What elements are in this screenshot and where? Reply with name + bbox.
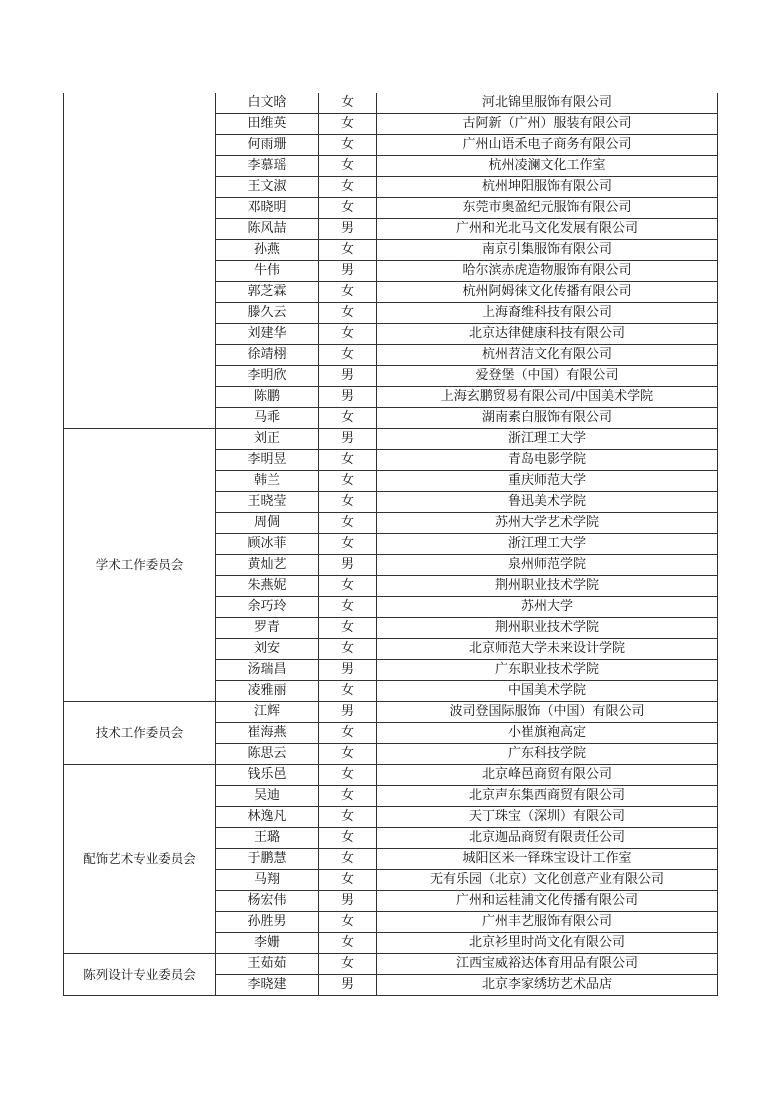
- member-org-cell: 北京李家绣坊艺术品店: [377, 975, 718, 996]
- member-org-cell: 天丁珠宝（深圳）有限公司: [377, 807, 718, 828]
- member-org-cell: 广州和光北马文化发展有限公司: [377, 219, 718, 240]
- member-name-cell: 何雨珊: [216, 135, 319, 156]
- member-name-cell: 钱乐邑: [216, 765, 319, 786]
- member-org-cell: 北京声东集西商贸有限公司: [377, 786, 718, 807]
- member-org-cell: 北京衫里时尚文化有限公司: [377, 933, 718, 954]
- member-org-cell: 北京峰邑商贸有限公司: [377, 765, 718, 786]
- member-name-cell: 邓晓明: [216, 198, 319, 219]
- committee-name-cell: 陈列设计专业委员会: [64, 954, 216, 996]
- member-gender-cell: 女: [319, 765, 377, 786]
- member-gender-cell: 女: [319, 744, 377, 765]
- member-org-cell: 中国美术学院: [377, 681, 718, 702]
- member-org-cell: 苏州大学: [377, 597, 718, 618]
- member-gender-cell: 女: [319, 954, 377, 975]
- member-org-cell: 湖南素白服饰有限公司: [377, 408, 718, 429]
- member-name-cell: 顾冰菲: [216, 534, 319, 555]
- member-name-cell: 陈风喆: [216, 219, 319, 240]
- member-row: [64, 765, 718, 786]
- member-name-cell: 罗青: [216, 618, 319, 639]
- member-name-cell: 周倜: [216, 513, 319, 534]
- member-gender-cell: 女: [319, 282, 377, 303]
- member-gender-cell: 女: [319, 471, 377, 492]
- member-org-cell: 哈尔滨赤虎造物服饰有限公司: [377, 261, 718, 282]
- member-gender-cell: 女: [319, 408, 377, 429]
- member-name-cell: 刘安: [216, 639, 319, 660]
- member-name-cell: 刘建华: [216, 324, 319, 345]
- member-name-cell: 李晓建: [216, 975, 319, 996]
- member-org-cell: 爱登堡（中国）有限公司: [377, 366, 718, 387]
- member-name-cell: 王晓莹: [216, 492, 319, 513]
- member-gender-cell: 男: [319, 429, 377, 450]
- member-org-cell: 河北锦里服饰有限公司: [377, 93, 718, 114]
- member-org-cell: 广东职业技术学院: [377, 660, 718, 681]
- roster-body: [64, 93, 718, 996]
- member-gender-cell: 男: [319, 366, 377, 387]
- member-name-cell: 朱燕妮: [216, 576, 319, 597]
- member-row: [64, 93, 718, 114]
- member-name-cell: 黄灿艺: [216, 555, 319, 576]
- member-org-cell: 青岛电影学院: [377, 450, 718, 471]
- member-gender-cell: 女: [319, 324, 377, 345]
- member-name-cell: 韩兰: [216, 471, 319, 492]
- member-name-cell: 李明昱: [216, 450, 319, 471]
- member-name-cell: 马乖: [216, 408, 319, 429]
- member-gender-cell: 女: [319, 198, 377, 219]
- member-name-cell: 汤瑞昌: [216, 660, 319, 681]
- member-gender-cell: 女: [319, 156, 377, 177]
- member-gender-cell: 女: [319, 240, 377, 261]
- member-gender-cell: 女: [319, 681, 377, 702]
- member-row: [64, 702, 718, 723]
- member-gender-cell: 女: [319, 912, 377, 933]
- member-org-cell: 杭州坤阳服饰有限公司: [377, 177, 718, 198]
- member-name-cell: 崔海燕: [216, 723, 319, 744]
- member-gender-cell: 女: [319, 576, 377, 597]
- member-name-cell: 林逸凡: [216, 807, 319, 828]
- committee-name-cell: 学术工作委员会: [64, 429, 216, 702]
- member-gender-cell: 男: [319, 261, 377, 282]
- member-name-cell: 王璐: [216, 828, 319, 849]
- member-org-cell: 浙江理工大学: [377, 534, 718, 555]
- member-org-cell: 重庆师范大学: [377, 471, 718, 492]
- member-org-cell: 鲁迅美术学院: [377, 492, 718, 513]
- member-gender-cell: 女: [319, 450, 377, 471]
- member-org-cell: 杭州阿姆徕文化传播有限公司: [377, 282, 718, 303]
- member-gender-cell: 女: [319, 618, 377, 639]
- member-name-cell: 吴迪: [216, 786, 319, 807]
- member-gender-cell: 女: [319, 492, 377, 513]
- member-org-cell: 上海玄鹏贸易有限公司/中国美术学院: [377, 387, 718, 408]
- member-org-cell: 荆州职业技术学院: [377, 618, 718, 639]
- member-name-cell: 李姗: [216, 933, 319, 954]
- member-gender-cell: 女: [319, 534, 377, 555]
- member-name-cell: 滕久云: [216, 303, 319, 324]
- member-name-cell: 江辉: [216, 702, 319, 723]
- member-gender-cell: 女: [319, 849, 377, 870]
- member-org-cell: 广州丰艺服饰有限公司: [377, 912, 718, 933]
- member-org-cell: 北京师范大学未来设计学院: [377, 639, 718, 660]
- member-gender-cell: 男: [319, 660, 377, 681]
- member-org-cell: 小崔旗袍高定: [377, 723, 718, 744]
- member-name-cell: 白文晗: [216, 93, 319, 114]
- member-name-cell: 凌雅丽: [216, 681, 319, 702]
- member-name-cell: 马翔: [216, 870, 319, 891]
- member-gender-cell: 男: [319, 975, 377, 996]
- member-name-cell: 刘正: [216, 429, 319, 450]
- member-org-cell: 荆州职业技术学院: [377, 576, 718, 597]
- member-name-cell: 余巧玲: [216, 597, 319, 618]
- member-gender-cell: 男: [319, 219, 377, 240]
- committee-name-cell: 配饰艺术专业委员会: [64, 765, 216, 954]
- member-org-cell: 苏州大学艺术学院: [377, 513, 718, 534]
- member-org-cell: 杭州苕洁文化有限公司: [377, 345, 718, 366]
- member-gender-cell: 女: [319, 135, 377, 156]
- member-gender-cell: 女: [319, 723, 377, 744]
- member-gender-cell: 女: [319, 345, 377, 366]
- member-gender-cell: 女: [319, 933, 377, 954]
- member-org-cell: 南京引集服饰有限公司: [377, 240, 718, 261]
- member-name-cell: 李慕瑶: [216, 156, 319, 177]
- committee-name-cell: 技术工作委员会: [64, 702, 216, 765]
- member-gender-cell: 女: [319, 303, 377, 324]
- member-org-cell: 浙江理工大学: [377, 429, 718, 450]
- member-name-cell: 王文淑: [216, 177, 319, 198]
- member-name-cell: 牛伟: [216, 261, 319, 282]
- member-gender-cell: 女: [319, 177, 377, 198]
- member-gender-cell: 女: [319, 870, 377, 891]
- member-name-cell: 陈思云: [216, 744, 319, 765]
- member-org-cell: 广东科技学院: [377, 744, 718, 765]
- member-org-cell: 江西宝威裕达体育用品有限公司: [377, 954, 718, 975]
- member-org-cell: 北京迦品商贸有限责任公司: [377, 828, 718, 849]
- member-org-cell: 泉州师范学院: [377, 555, 718, 576]
- member-gender-cell: 男: [319, 387, 377, 408]
- member-roster-table: [63, 93, 718, 996]
- committee-name-cell: [64, 93, 216, 429]
- member-name-cell: 李明欣: [216, 366, 319, 387]
- member-org-cell: 广州山语禾电子商务有限公司: [377, 135, 718, 156]
- member-gender-cell: 女: [319, 513, 377, 534]
- member-name-cell: 徐靖栩: [216, 345, 319, 366]
- member-gender-cell: 女: [319, 639, 377, 660]
- member-name-cell: 陈鹏: [216, 387, 319, 408]
- member-org-cell: 广州和运桂浦文化传播有限公司: [377, 891, 718, 912]
- member-name-cell: 郭芝霖: [216, 282, 319, 303]
- member-gender-cell: 女: [319, 597, 377, 618]
- member-org-cell: 上海裔维科技有限公司: [377, 303, 718, 324]
- member-name-cell: 王茹茹: [216, 954, 319, 975]
- member-gender-cell: 男: [319, 891, 377, 912]
- member-org-cell: 东莞市奥盈纪元服饰有限公司: [377, 198, 718, 219]
- member-gender-cell: 女: [319, 93, 377, 114]
- member-name-cell: 田维英: [216, 114, 319, 135]
- member-org-cell: 杭州凌澜文化工作室: [377, 156, 718, 177]
- member-org-cell: 城阳区米一铎珠宝设计工作室: [377, 849, 718, 870]
- member-gender-cell: 女: [319, 786, 377, 807]
- member-org-cell: 波司登国际服饰（中国）有限公司: [377, 702, 718, 723]
- member-row: [64, 954, 718, 975]
- member-gender-cell: 男: [319, 702, 377, 723]
- member-gender-cell: 男: [319, 555, 377, 576]
- member-name-cell: 孙燕: [216, 240, 319, 261]
- member-name-cell: 杨宏伟: [216, 891, 319, 912]
- member-org-cell: 北京达律健康科技有限公司: [377, 324, 718, 345]
- member-org-cell: 无有乐园（北京）文化创意产业有限公司: [377, 870, 718, 891]
- member-row: [64, 429, 718, 450]
- member-gender-cell: 女: [319, 828, 377, 849]
- member-org-cell: 古阿新（广州）服装有限公司: [377, 114, 718, 135]
- member-gender-cell: 女: [319, 807, 377, 828]
- member-gender-cell: 女: [319, 114, 377, 135]
- member-name-cell: 孙胜男: [216, 912, 319, 933]
- member-name-cell: 于鹏慧: [216, 849, 319, 870]
